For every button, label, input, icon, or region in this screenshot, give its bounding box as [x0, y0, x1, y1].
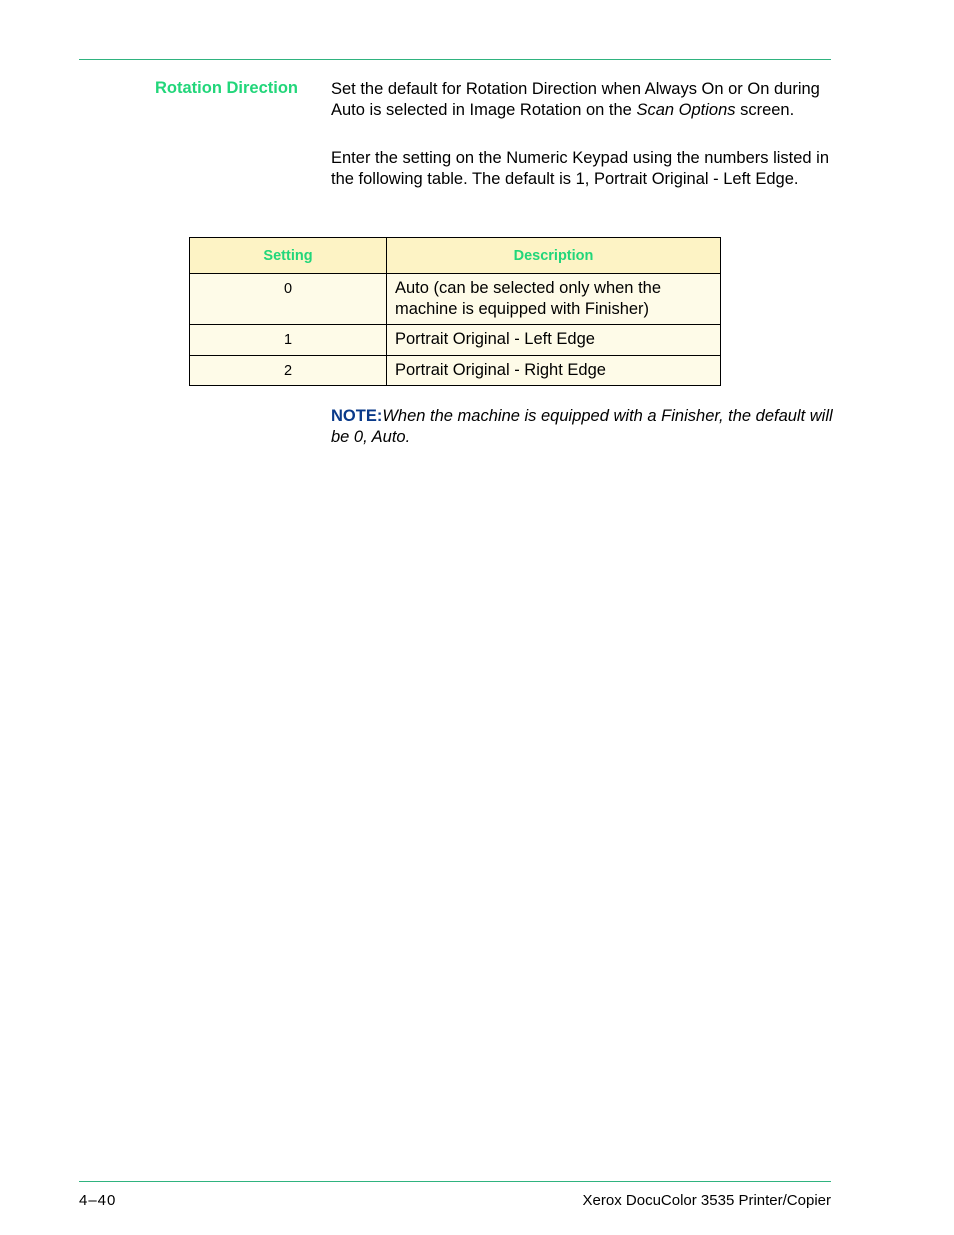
paragraph-text: Set the default for Rotation Direction when Always On or On during Auto is selected in Image Rotation on the: [331, 80, 820, 119]
table-row: [190, 274, 721, 325]
description-paragraph: [331, 79, 836, 120]
column-header-description: Description: [387, 238, 721, 274]
setting-description: Auto (can be selected only when the machine is equipped with Finisher): [387, 274, 721, 325]
header-rule: [79, 59, 831, 60]
table-header-row: [190, 238, 721, 274]
note-label: NOTE:: [331, 407, 383, 425]
instruction-paragraph: Enter the setting on the Numeric Keypad using the numbers listed in the following table. The default is 1, Portrait Original - Left Edge.: [331, 149, 830, 188]
section-heading: Rotation Direction: [155, 79, 298, 97]
table-row: [190, 325, 721, 356]
setting-value: 2: [190, 355, 387, 386]
page-number: 4–40: [79, 1192, 117, 1209]
note-text: When the machine is equipped with a Finisher, the default will be 0, Auto.: [331, 407, 833, 446]
footer-rule: [79, 1181, 831, 1182]
setting-description: Portrait Original - Left Edge: [387, 325, 721, 356]
paragraph-text: screen.: [735, 100, 795, 119]
note: [331, 406, 836, 448]
table-row: [190, 355, 721, 386]
setting-description: Portrait Original - Right Edge: [387, 355, 721, 386]
setting-value: 0: [190, 274, 387, 325]
setting-value: 1: [190, 325, 387, 356]
settings-table: [189, 237, 721, 386]
product-name: Xerox DocuColor 3535 Printer/Copier: [582, 1192, 831, 1209]
screen-name: Scan Options: [636, 100, 736, 119]
column-header-setting: Setting: [190, 238, 387, 274]
